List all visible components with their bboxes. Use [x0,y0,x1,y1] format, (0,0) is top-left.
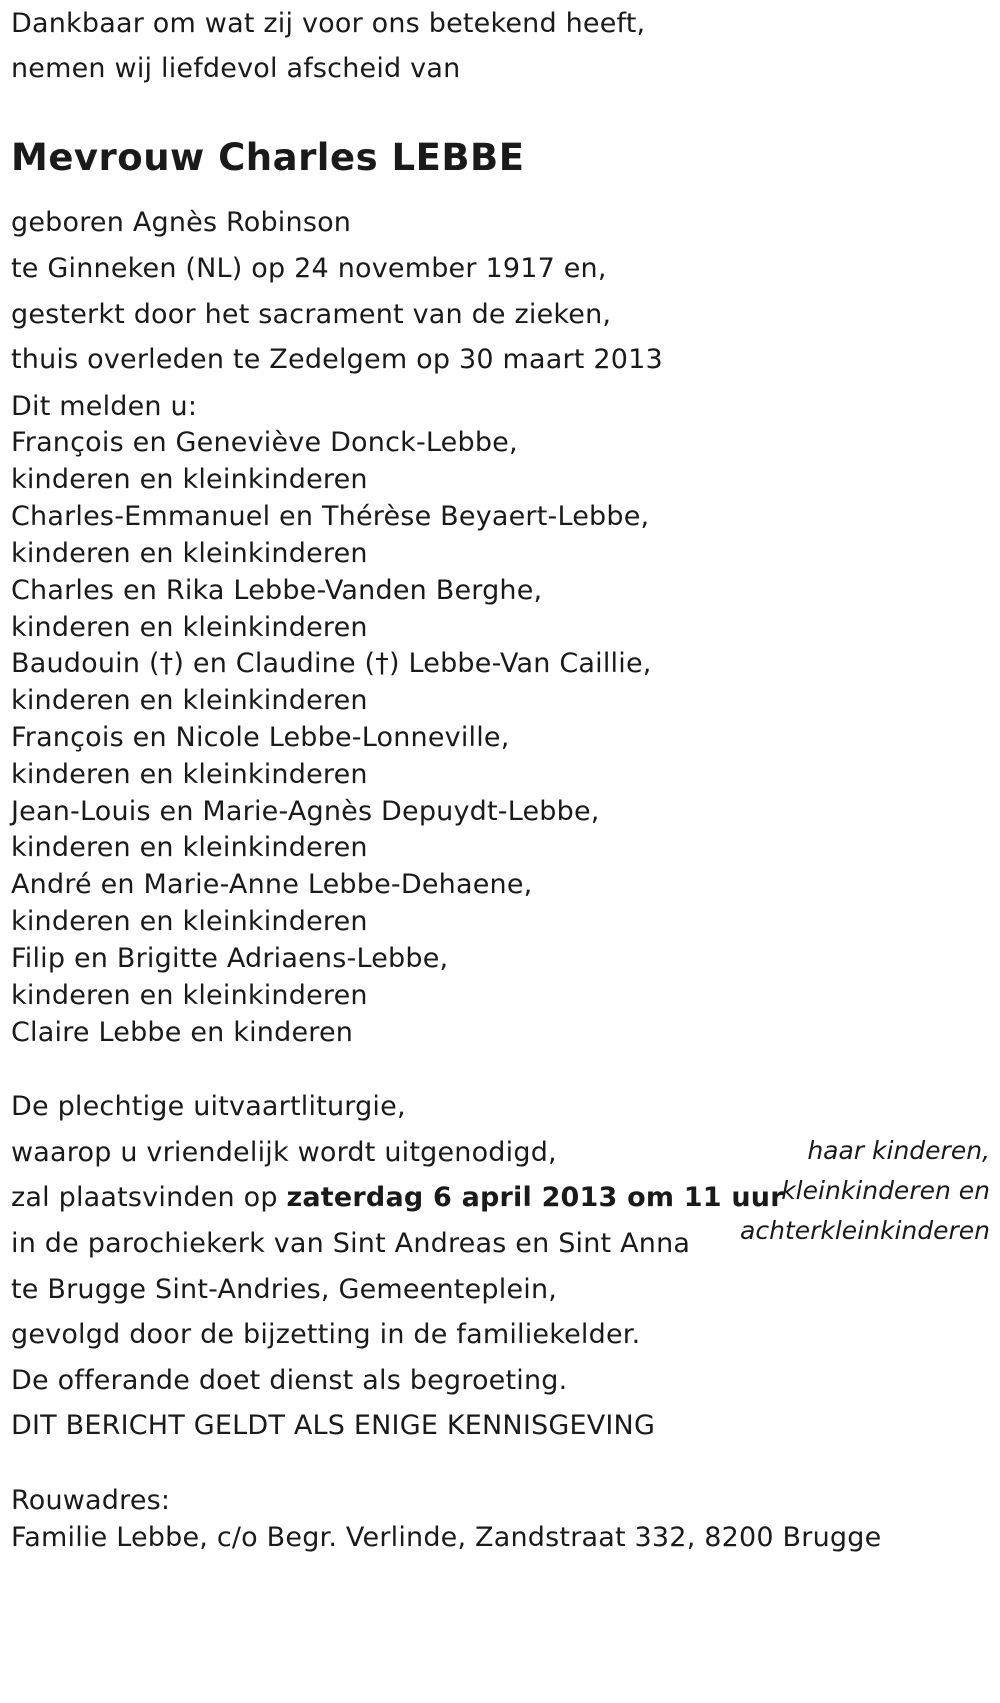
funeral-line-prefix: zal plaatsvinden op [11,1182,287,1213]
funeral-date-time: zaterdag 6 april 2013 om 11 uur [286,1182,784,1213]
funeral-line: in de parochiekerk van Sint Andreas en Sint Anna [11,1228,691,1259]
signoff-line: kleinkinderen en [781,1176,990,1205]
family-line: André en Marie-Anne Lebbe-Dehaene, [11,869,533,900]
detail-line: te Ginneken (NL) op 24 november 1917 en, [11,253,607,284]
address-value: Familie Lebbe, c/o Begr. Verlinde, Zandstraat 332, 8200 Brugge [11,1522,882,1553]
deceased-name: Mevrouw Charles LEBBE [11,136,525,179]
notice-line: DIT BERICHT GELDT ALS ENIGE KENNISGEVING [11,1410,656,1441]
family-line: kinderen en kleinkinderen [11,464,368,495]
family-line: Filip en Brigitte Adriaens-Lebbe, [11,943,449,974]
family-line: Claire Lebbe en kinderen [11,1017,354,1048]
funeral-line: te Brugge Sint-Andries, Gemeenteplein, [11,1274,558,1305]
family-line: kinderen en kleinkinderen [11,612,368,643]
family-line: Charles en Rika Lebbe-Vanden Berghe, [11,575,543,606]
family-line: Charles-Emmanuel en Thérèse Beyaert-Lebbe, [11,501,650,532]
family-line: kinderen en kleinkinderen [11,685,368,716]
funeral-line: De plechtige uitvaartliturgie, [11,1091,406,1122]
family-line: kinderen en kleinkinderen [11,906,368,937]
funeral-line: waarop u vriendelijk wordt uitgenodigd, [11,1137,557,1168]
family-line: François en Geneviève Donck-Lebbe, [11,427,518,458]
family-line: François en Nicole Lebbe-Lonneville, [11,722,510,753]
funeral-line [11,1180,784,1216]
family-line: kinderen en kleinkinderen [11,980,368,1011]
detail-line: thuis overleden te Zedelgem op 30 maart 2013 [11,344,663,375]
intro-line: Dankbaar om wat zij voor ons betekend heeft, [11,8,646,39]
signoff-line: achterkleinkinderen [740,1216,990,1245]
detail-line: gesterkt door het sacrament van de zieken, [11,299,612,330]
family-line: Baudouin (†) en Claudine (†) Lebbe-Van Caillie, [11,648,652,679]
signoff-line: haar kinderen, [807,1136,990,1165]
announce-label: Dit melden u: [11,391,198,422]
family-line: kinderen en kleinkinderen [11,538,368,569]
detail-line: geboren Agnès Robinson [11,207,352,238]
family-line: Jean-Louis en Marie-Agnès Depuydt-Lebbe, [11,796,600,827]
address-label: Rouwadres: [11,1485,171,1516]
family-line: kinderen en kleinkinderen [11,759,368,790]
funeral-line: De offerande doet dienst als begroeting. [11,1365,568,1396]
funeral-line: gevolgd door de bijzetting in de familiekelder. [11,1319,641,1350]
family-line: kinderen en kleinkinderen [11,832,368,863]
intro-line: nemen wij liefdevol afscheid van [11,53,461,84]
